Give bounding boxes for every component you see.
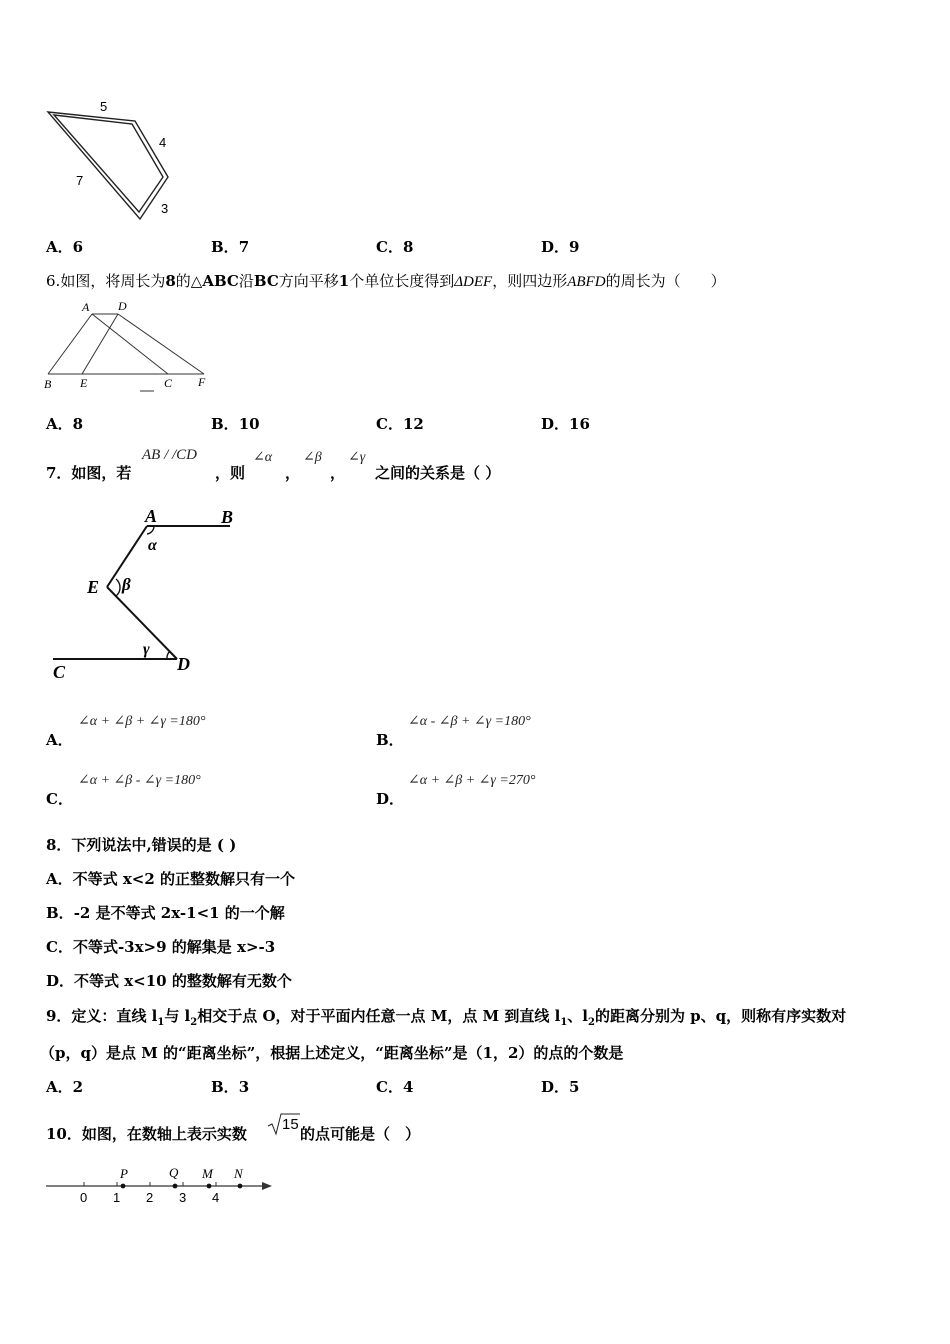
q5-side-label-bottom: 3	[161, 201, 169, 216]
q10-point-P-dot	[121, 1184, 126, 1189]
q8-stem: 8．下列说法中,错误的是 ( )	[46, 836, 237, 854]
q7-option-a-letter[interactable]: A．	[46, 731, 73, 749]
q7-angle-gamma: ∠γ	[348, 450, 366, 465]
q7-option-d-letter[interactable]: D．	[376, 790, 405, 808]
q10-point-P-label: P	[120, 1166, 128, 1181]
q7-stem-start: 7．如图，若	[46, 464, 132, 482]
q7-parallel-lines-figure	[45, 500, 255, 685]
q7-option-a-expr[interactable]: ∠α + ∠β + ∠γ =180°	[78, 714, 206, 729]
q8-option-b[interactable]: B．-2 是不等式 2x-1<1 的一个解	[46, 904, 285, 922]
q6-option-d[interactable]: D．16	[541, 415, 590, 433]
q7-parallel-condition: AB / /CD	[142, 447, 197, 463]
q10-stem-end: 的点可能是（ ）	[300, 1125, 421, 1143]
q8-option-c[interactable]: C．不等式-3x>9 的解集是 x>-3	[46, 938, 276, 956]
q5-option-c[interactable]: C．8	[376, 238, 414, 256]
q7-label-B: B	[221, 507, 234, 527]
q7-label-beta: β	[122, 575, 131, 594]
q10-tick-4: 4	[212, 1190, 220, 1205]
q6-translation-figure	[42, 298, 222, 398]
q6-label-E: E	[80, 376, 88, 390]
q10-point-Q-dot	[173, 1184, 178, 1189]
q5-option-d[interactable]: D．9	[541, 238, 580, 256]
q10-point-N-label: N	[234, 1166, 243, 1181]
q7-label-D: D	[177, 654, 190, 674]
q10-sqrt-expression	[266, 1110, 302, 1138]
q7-label-C: C	[53, 662, 66, 682]
q6-label-C: C	[164, 376, 173, 390]
q5-quadrilateral-figure	[40, 95, 190, 225]
q6-label-D: D	[118, 299, 127, 313]
q8-option-a[interactable]: A．不等式 x<2 的正整数解只有一个	[46, 870, 296, 888]
q10-tick-1: 1	[113, 1190, 121, 1205]
q9-option-b[interactable]: B．3	[211, 1078, 250, 1096]
q10-point-N-dot	[238, 1184, 243, 1189]
q9-stem-line2: （p，q）是点 M 的“距离坐标”，根据上述定义，“距离坐标”是（1，2）的点的个数是	[40, 1044, 624, 1062]
q6-label-A: A	[82, 300, 90, 314]
q5-option-b[interactable]: B．7	[211, 238, 250, 256]
q6-stem: 6.如图，将周长为8的△ABC沿BC方向平移1个单位长度得到ΔDEF，则四边形ABFD的周长为（ ）	[46, 272, 726, 290]
q10-point-Q-label: Q	[169, 1165, 179, 1180]
q7-angle-beta: ∠β	[303, 450, 322, 465]
q7-option-d-expr[interactable]: ∠α + ∠β + ∠γ =270°	[408, 773, 536, 788]
q10-point-M-label: M	[202, 1166, 213, 1181]
q7-option-b-letter[interactable]: B．	[376, 731, 404, 749]
q10-tick-0: 0	[80, 1190, 88, 1205]
q6-label-F: F	[198, 375, 206, 389]
q5-side-label-left: 7	[76, 173, 84, 188]
q7-comma-then: ，则	[215, 464, 246, 482]
q9-stem-line1: 9．定义：直线 $l_1$与 $l_2$相交于点 O，对于平面内任意一点 M，点 M 到直线 $l_1$、$l_2$的距离分别为 p、q，则称有序实数对	[46, 1007, 847, 1028]
q7-option-b-expr[interactable]: ∠α - ∠β + ∠γ =180°	[408, 714, 531, 729]
q5-side-label-right: 4	[159, 135, 167, 150]
q9-option-c[interactable]: C．4	[376, 1078, 414, 1096]
q10-tick-3: 3	[179, 1190, 187, 1205]
q10-tick-2: 2	[146, 1190, 154, 1205]
q7-option-c-expr[interactable]: ∠α + ∠β - ∠γ =180°	[78, 773, 201, 788]
q8-option-d[interactable]: D．不等式 x<10 的整数解有无数个	[46, 972, 292, 990]
q7-label-A: A	[145, 506, 158, 526]
q10-point-M-dot	[207, 1184, 212, 1189]
q9-option-d[interactable]: D．5	[541, 1078, 580, 1096]
q5-option-a[interactable]: A．6	[46, 238, 84, 256]
q7-option-c-letter[interactable]: C．	[46, 790, 73, 808]
q10-number-line	[44, 1162, 274, 1207]
q6-option-a[interactable]: A．8	[46, 415, 84, 433]
q7-comma-2: ，	[330, 464, 346, 482]
q7-label-alpha: α	[148, 537, 157, 554]
q7-label-E: E	[87, 577, 100, 597]
q6-label-B: B	[44, 377, 52, 391]
q7-stem-tail: 之间的关系是（ ）	[375, 464, 501, 482]
q7-label-gamma: γ	[143, 641, 150, 658]
q5-side-label-top: 5	[100, 99, 108, 114]
q10-radicand: 15	[282, 1116, 299, 1133]
q9-option-a[interactable]: A．2	[46, 1078, 84, 1096]
q10-stem-start: 10．如图，在数轴上表示实数	[46, 1125, 247, 1143]
q7-angle-alpha: ∠α	[253, 450, 273, 465]
q7-comma-1: ，	[285, 464, 301, 482]
q6-option-c[interactable]: C．12	[376, 415, 424, 433]
q6-option-b[interactable]: B．10	[211, 415, 260, 433]
